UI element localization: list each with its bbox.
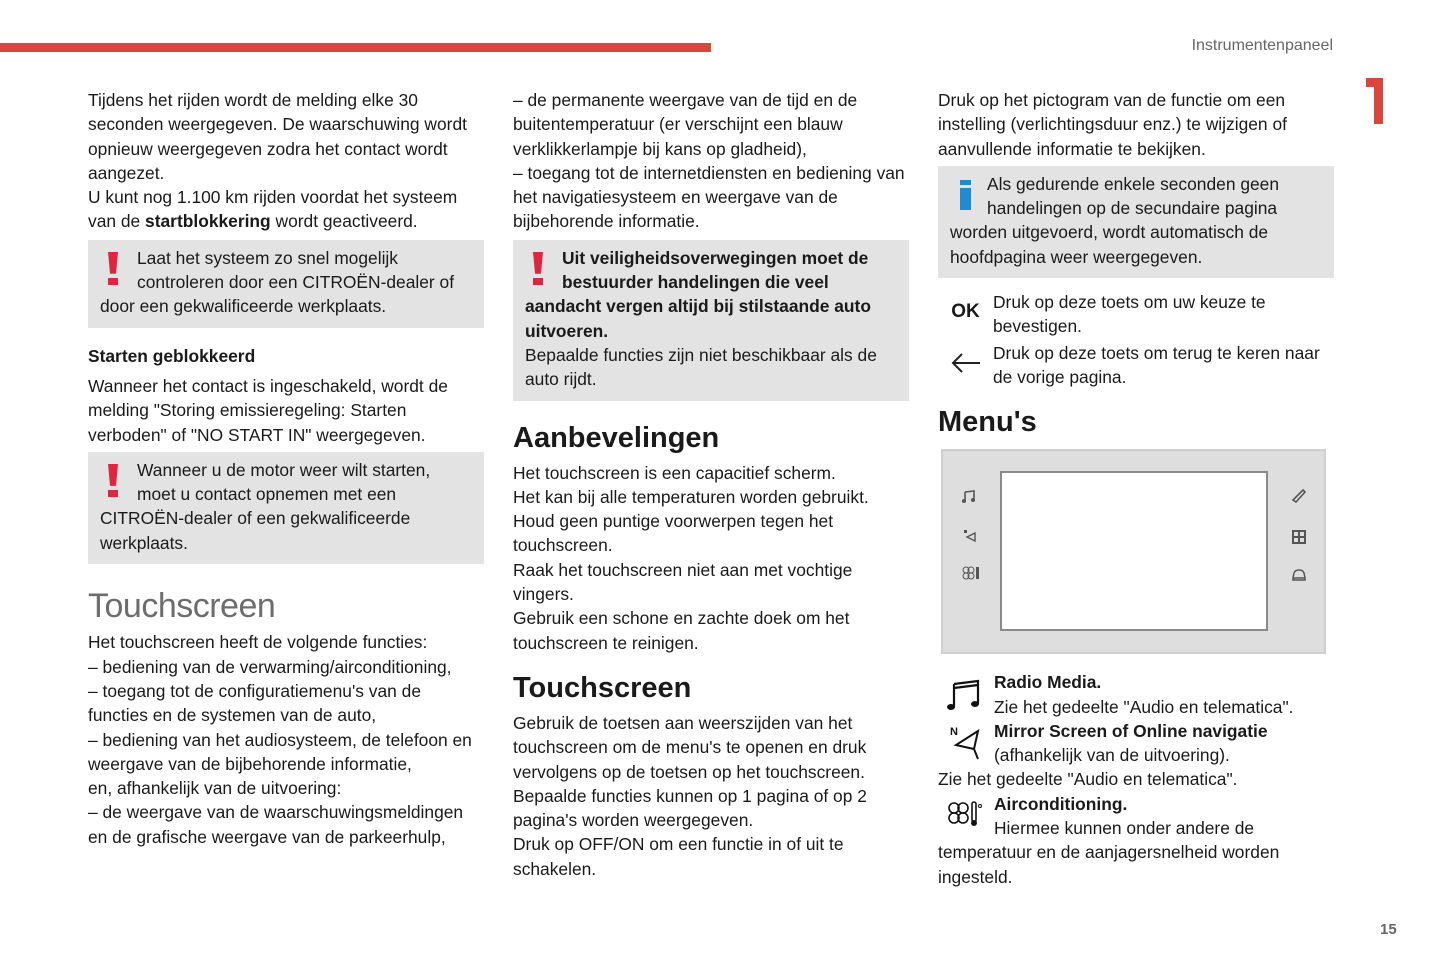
section-title-touchscreen: Touchscreen xyxy=(88,587,276,626)
ok-key-icon: OK xyxy=(951,301,980,323)
functions-intro: Het touchscreen heeft de volgende functies: xyxy=(88,632,428,653)
warning-icon xyxy=(106,252,121,288)
car-icon xyxy=(1291,567,1307,583)
heading-menus: Menu's xyxy=(938,406,1037,439)
warning-icon xyxy=(106,464,121,500)
info-box: Als gedurende enkele seconden geen handelingen op de secundaire pagina worden uitgevoerd, wordt automatisch de hoofdpagina weer weergegeven. xyxy=(938,166,1334,278)
function-item: – de weergave van de waarschuwingsmeldingen en de grafische weergave van de parkeerhulp, xyxy=(88,802,464,847)
header-accent-bar xyxy=(0,43,711,52)
key-back-row: Druk op deze toets om terug te keren naar de vorige pagina. xyxy=(938,341,1334,390)
recommendation: Het touchscreen is een capacitief scherm. xyxy=(513,462,836,483)
navigation-icon xyxy=(962,528,978,544)
startblokkering-term: startblokkering xyxy=(145,211,271,232)
function-item: en, afhankelijk van de uitvoering: xyxy=(88,778,342,799)
sub-heading-starten-geblokkeerd: Starten geblokkeerd xyxy=(88,345,256,366)
menu-item-navigation: N Mirror Screen of Online navigatie (afhankelijk van de uitvoering). Zie het gedeelte "Audio en telematica". xyxy=(938,720,1268,790)
recommendation: Het kan bij alle temperaturen worden gebruikt. xyxy=(513,486,869,507)
recommendation: Raak het touchscreen niet aan met vochtige vingers. xyxy=(513,559,853,605)
touchscreen-text: Bepaalde functies kunnen op 1 pagina of op 2 pagina's worden weergegeven. xyxy=(513,785,867,831)
navigation-icon xyxy=(944,723,984,763)
warning-box: Uit veiligheidsoverwegingen moet de bestuurder handelingen die veel aandacht vergen altijd bij stilstaande auto uitvoeren. Bepaalde functies zijn niet beschikbaar als de auto rijdt. xyxy=(513,240,909,401)
column-3 xyxy=(938,88,1334,889)
heading-aanbevelingen: Aanbevelingen xyxy=(513,421,720,454)
fan-thermometer-icon xyxy=(944,796,984,836)
function-item: – bediening van de verwarming/airconditioning, xyxy=(88,656,452,677)
key-ok-row: OK Druk op deze toets om uw keuze te bevestigen. xyxy=(938,290,1334,339)
warning-box: Laat het systeem zo snel mogelijk controleren door een CITROËN-dealer of door een gekwalificeerde werkplaats. xyxy=(88,240,484,328)
recommendation: Houd geen puntige voorwerpen tegen het touchscreen. xyxy=(513,511,834,556)
running-head: Instrumentenpaneel xyxy=(1191,37,1333,54)
phone-icon xyxy=(1291,488,1307,504)
recommendation: Gebruik een schone en zachte doek om het touchscreen te reinigen. xyxy=(513,608,850,653)
function-item: – toegang tot de configuratiemenu's van de functies en de systemen van de auto, xyxy=(88,680,422,726)
function-item: – de permanente weergave van de tijd en de buitentemperatuur (er verschijnt een blauw verklikkerlampje bij kans op gladheid), xyxy=(513,90,858,159)
blocked-paragraph: Wanneer het contact is ingeschakeld, wordt de melding "Storing emissieregeling: Starten verboden" of "NO START IN" weergegeven. xyxy=(88,375,448,445)
touchscreen-text: Druk op OFF/ON om een functie in of uit te schakelen. xyxy=(513,834,844,879)
chapter-number xyxy=(1366,78,1390,124)
heading-touchscreen: Touchscreen xyxy=(513,671,692,704)
music-note-icon xyxy=(961,488,977,504)
warning-box: Wanneer u de motor weer wilt starten, moet u contact opnemen met een CITROËN-dealer of een gekwalificeerde werkplaats. xyxy=(88,452,484,564)
intro-paragraph: Druk op het pictogram van de functie om een instelling (verlichtingsduur enz.) te wijzigen of aanvullende informatie te bekijken. xyxy=(938,90,1287,159)
menu-item-radio-media: Radio Media. Zie het gedeelte "Audio en telematica". xyxy=(938,670,1334,719)
music-note-icon xyxy=(944,674,984,714)
column-1 xyxy=(88,88,484,849)
touchscreen-figure xyxy=(941,449,1326,654)
page-number: 15 xyxy=(1380,921,1397,938)
apps-grid-icon xyxy=(1291,529,1307,545)
km-paragraph: U kunt nog 1.100 km rijden voordat het systeem van de startblokkering wordt geactiveerd. xyxy=(88,187,458,232)
info-icon xyxy=(960,180,971,210)
function-item: – bediening van het audiosysteem, de telefoon en weergave van de bijbehorende informatie, xyxy=(88,729,472,774)
column-2 xyxy=(513,88,909,881)
function-item: – toegang tot de internetdiensten en bediening van het navigatiesysteem en weergave van de bijbehorende informatie. xyxy=(513,162,905,232)
menu-item-airconditioning: Airconditioning. Hiermee kunnen onder andere de temperatuur en de aanjagersnelheid worden ingesteld. xyxy=(938,793,1280,887)
fan-thermometer-icon xyxy=(962,565,982,581)
touchscreen-display xyxy=(1000,471,1268,631)
svg-text:N: N xyxy=(950,725,958,738)
warning-icon xyxy=(531,252,546,288)
touchscreen-text: Gebruik de toetsen aan weerszijden van het touchscreen om de menu's te openen en druk vervolgens op de toetsen op het touchscreen. xyxy=(513,712,867,782)
intro-paragraph: Tijdens het rijden wordt de melding elke 30 seconden weergegeven. De waarschuwing wordt opnieuw weergegeven zodra het contact wordt aangezet. xyxy=(88,90,467,183)
back-arrow-icon xyxy=(938,341,993,375)
